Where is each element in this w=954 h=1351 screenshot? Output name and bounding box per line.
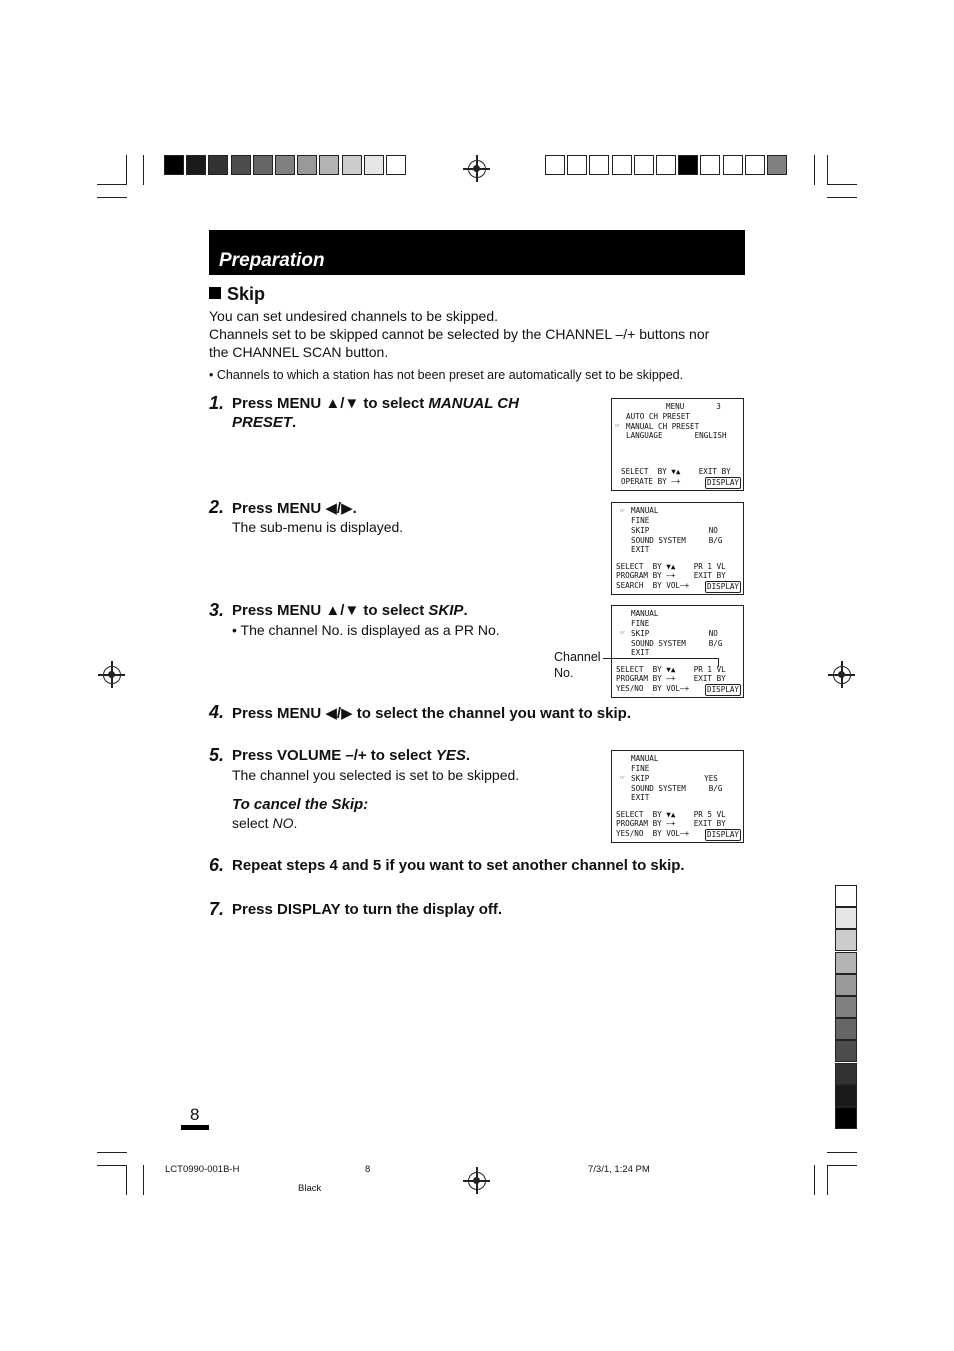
osd-skip-yes: MANUAL FINE ☞ SKIP YES SOUND SYSTEM B/G EXIT SELECT BY ▼▲ PR 5 VL PROGRAM BY –+ EXIT BY YES/NO BY VOL–+ DISPLAY bbox=[611, 750, 744, 843]
gray-swatch bbox=[164, 155, 184, 175]
square-bullet-icon bbox=[209, 287, 221, 299]
step-5-sub: The channel you selected is set to be skipped. bbox=[232, 767, 520, 783]
callout-label-line-2: No. bbox=[554, 666, 574, 680]
callout-label-line-1: Channel bbox=[554, 650, 601, 664]
gray-swatch bbox=[253, 155, 273, 175]
cancel-skip-text: select NO. bbox=[232, 815, 298, 831]
step-3-sub: • The channel No. is displayed as a PR No. bbox=[232, 622, 500, 638]
step-2-text: Press MENU ◀/▶. bbox=[232, 500, 357, 517]
footer-page: 8 bbox=[365, 1164, 371, 1175]
gray-swatch bbox=[208, 155, 228, 175]
swatch bbox=[634, 155, 654, 175]
hand-pointer-icon: ☞ bbox=[620, 506, 625, 515]
gray-swatch bbox=[835, 1063, 857, 1085]
footer-color: Black bbox=[298, 1183, 322, 1194]
swatch bbox=[767, 155, 787, 175]
swatch bbox=[745, 155, 765, 175]
osd-manual-submenu: ☞ MANUAL FINE SKIP NO SOUND SYSTEM B/G EXIT SELECT BY ▼▲ PR 1 VL PROGRAM BY –+ EXIT BY SEARCH BY VOL–+ DISPLAY bbox=[611, 502, 744, 595]
step-1-text: Press MENU ▲/▼ to select MANUAL CH bbox=[232, 395, 519, 412]
registration-mark-left bbox=[103, 666, 121, 684]
step-1-number: 1. bbox=[209, 393, 225, 413]
intro-line-1: You can set undesired channels to be skipped. bbox=[209, 308, 499, 324]
gray-swatch bbox=[231, 155, 251, 175]
swatch bbox=[700, 155, 720, 175]
gray-swatch bbox=[835, 974, 857, 996]
gray-swatch bbox=[835, 907, 857, 929]
step-4-number: 4. bbox=[209, 702, 225, 722]
gray-swatch bbox=[319, 155, 339, 175]
gray-swatch bbox=[275, 155, 295, 175]
gray-swatch bbox=[835, 1085, 857, 1107]
registration-mark-bottom bbox=[468, 1172, 486, 1190]
section-header-bar bbox=[209, 230, 745, 275]
step-5-number: 5. bbox=[209, 745, 225, 765]
footer-code: LCT0990-001B-H bbox=[165, 1164, 240, 1175]
step-7-text: Press DISPLAY to turn the display off. bbox=[232, 901, 503, 918]
step-4-text: Press MENU ◀/▶ to select the channel you want to skip. bbox=[232, 705, 631, 722]
osd-skip-selected: MANUAL FINE ☞ SKIP NO SOUND SYSTEM B/G EXIT SELECT BY ▼▲ PR 1 VL PROGRAM BY –+ EXIT BY YES/NO BY VOL–+ DISPLAY bbox=[611, 605, 744, 698]
section-header-title: Preparation bbox=[219, 250, 325, 271]
auto-skip-note: • Channels to which a station has not been preset are automatically set to be skipped. bbox=[209, 368, 684, 382]
intro-line-3: the CHANNEL SCAN button. bbox=[209, 344, 389, 360]
swatch bbox=[678, 155, 698, 175]
osd-menu-screen: MENU 3 AUTO CH PRESET ☞ MANUAL CH PRESET LANGUAGE ENGLISH SELECT BY ▼▲ EXIT BY OPERATE BY –+ DISPLAY bbox=[611, 398, 744, 491]
step-2-number: 2. bbox=[209, 497, 225, 517]
hand-pointer-icon: ☞ bbox=[620, 628, 625, 637]
swatch bbox=[589, 155, 609, 175]
step-3-number: 3. bbox=[209, 600, 225, 620]
gray-swatch bbox=[835, 885, 857, 907]
swatch bbox=[567, 155, 587, 175]
registration-mark-top bbox=[468, 160, 486, 178]
step-1-text-cont: PRESET. bbox=[232, 414, 297, 431]
step-5-text: Press VOLUME –/+ to select YES. bbox=[232, 747, 471, 764]
skip-heading: Skip bbox=[209, 284, 265, 305]
step-7-number: 7. bbox=[209, 899, 225, 919]
hand-pointer-icon: ☞ bbox=[620, 773, 625, 782]
registration-mark-right bbox=[833, 666, 851, 684]
page-number: 8 bbox=[190, 1105, 200, 1124]
gray-swatch bbox=[297, 155, 317, 175]
gray-swatch bbox=[835, 996, 857, 1018]
gray-swatch bbox=[835, 952, 857, 974]
cancel-skip-title: To cancel the Skip: bbox=[232, 796, 369, 813]
footer-date: 7/3/1, 1:24 PM bbox=[588, 1164, 650, 1175]
gray-swatch bbox=[835, 1018, 857, 1040]
gray-swatch bbox=[186, 155, 206, 175]
gray-swatch bbox=[364, 155, 384, 175]
swatch bbox=[656, 155, 676, 175]
step-2-sub: The sub-menu is displayed. bbox=[232, 519, 404, 535]
hand-pointer-icon: ☞ bbox=[615, 421, 620, 430]
gray-swatch bbox=[835, 1107, 857, 1129]
step-3-text: Press MENU ▲/▼ to select SKIP. bbox=[232, 602, 468, 619]
step-6-text: Repeat steps 4 and 5 if you want to set another channel to skip. bbox=[232, 857, 685, 874]
step-6-number: 6. bbox=[209, 855, 225, 875]
swatch bbox=[545, 155, 565, 175]
gray-swatch bbox=[386, 155, 406, 175]
gray-swatch bbox=[835, 929, 857, 951]
gray-swatch bbox=[342, 155, 362, 175]
gray-swatch bbox=[835, 1040, 857, 1062]
swatch bbox=[723, 155, 743, 175]
swatch bbox=[612, 155, 632, 175]
intro-line-2: Channels set to be skipped cannot be selected by the CHANNEL –/+ buttons nor bbox=[209, 326, 710, 342]
page-number-underline bbox=[181, 1125, 209, 1130]
